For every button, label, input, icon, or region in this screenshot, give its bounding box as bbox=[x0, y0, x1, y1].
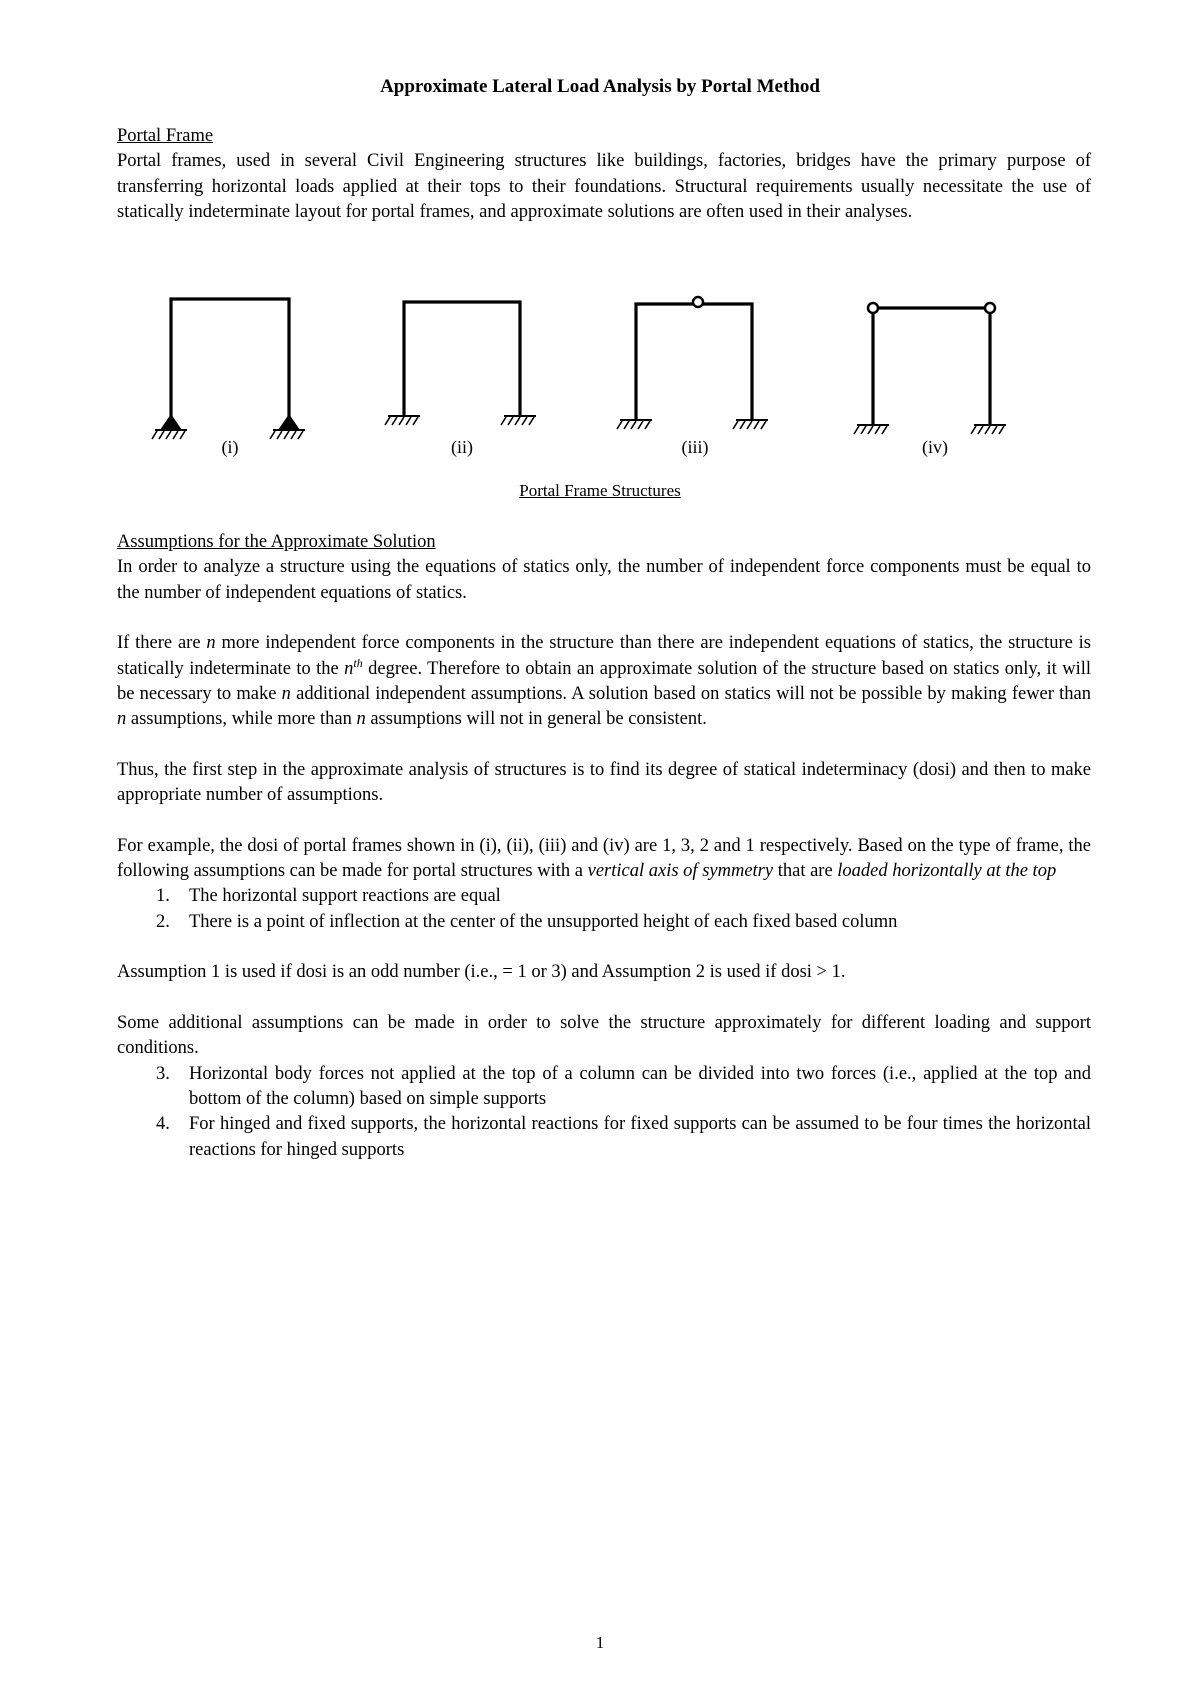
page-number: 1 bbox=[595, 1633, 605, 1652]
fixed-support-icon bbox=[501, 416, 536, 425]
assumptions-paragraph-6: Some additional assumptions can be made in order to solve the structure approximately for different loading and support conditions. bbox=[117, 1012, 1091, 1059]
assumptions-section bbox=[117, 530, 1091, 1163]
fixed-support-icon bbox=[854, 425, 889, 434]
assumptions-paragraph-3: Thus, the first step in the approximate analysis of structures is to find its degree of statical indeterminacy (dosi) and then to make appropriate number of assumptions. bbox=[117, 759, 1091, 806]
page-title: Approximate Lateral Load Analysis by Portal Method bbox=[380, 76, 820, 97]
frame-ii bbox=[385, 302, 536, 425]
assumptions-paragraph-4: For example, the dosi of portal frames shown in (i), (ii), (iii) and (iv) are 1, 3, 2 and 1 respectively. Based on the type of frame, the following assumptions can be made for portal structures with a vertical axis of symmetry that are loaded horizontally at the top bbox=[117, 835, 1091, 882]
figure-label-i: (i) bbox=[221, 437, 239, 457]
assumptions-list-2 bbox=[117, 1062, 1091, 1164]
portal-frame-paragraph: Portal frames, used in several Civil Engineering structures like buildings, factories, bridges have the primary purpose of transferring horizontal loads applied at their tops to their foundations. Structural requirements usually necessitate the use of statically indeterminate layout for portal frames, and approximate solutions are often used in their analyses. bbox=[117, 151, 1091, 223]
frame-iii bbox=[617, 297, 768, 429]
fixed-support-icon bbox=[385, 416, 420, 425]
assumptions-paragraph-5: Assumption 1 is used if dosi is an odd number (i.e., = 1 or 3) and Assumption 2 is used if dosi > 1. bbox=[117, 962, 846, 983]
list-item: 3. Horizontal body forces not applied at the top of a column can be divided into two forces (i.e., applied at the top and bottom of the column) based on simple supports bbox=[156, 1063, 1091, 1109]
assumptions-paragraph-1: In order to analyze a structure using the equations of statics only, the number of independent force components must be equal to the number of independent equations of statics. bbox=[117, 557, 1091, 603]
assumptions-list-1 bbox=[117, 884, 1091, 935]
pin-support-icon bbox=[270, 414, 305, 439]
pin-support-icon bbox=[152, 414, 187, 439]
assumptions-paragraph-2: If there are n more independent force components in the structure than there are independent equations of statics, the structure is statically indeterminate to the $n^{th}$ degree. Therefore to obtain an approximate solution of the structure based on statics only, it will be necessary to make n additional independent assumptions. A solution based on statics will not be possible by making fewer than n assumptions, while more than n assumptions will not in general be consistent. bbox=[117, 633, 1091, 730]
assumptions-heading: Assumptions for the Approximate Solution bbox=[117, 532, 436, 552]
fixed-support-icon bbox=[971, 425, 1006, 434]
list-item: 1. The horizontal support reactions are equal bbox=[156, 886, 501, 907]
frame-iv bbox=[854, 303, 1006, 434]
portal-frame-section bbox=[117, 124, 1091, 226]
figure-caption-text: Portal Frame Structures bbox=[519, 481, 681, 500]
fixed-support-icon bbox=[733, 420, 768, 429]
hinge-icon bbox=[693, 297, 703, 307]
hinge-icon bbox=[985, 303, 995, 313]
list-item: 2. There is a point of inflection at the center of the unsupported height of each fixed based column bbox=[156, 911, 898, 932]
list-item: 4. For hinged and fixed supports, the horizontal reactions for fixed supports can be assumed to be four times the horizontal reactions for hinged supports bbox=[156, 1114, 1091, 1160]
frame-i bbox=[152, 299, 305, 439]
fixed-support-icon bbox=[617, 420, 652, 429]
figure-label-ii: (ii) bbox=[451, 437, 473, 457]
figure-label-iii: (iii) bbox=[681, 437, 709, 457]
hinge-icon bbox=[868, 303, 878, 313]
figure-caption bbox=[0, 480, 1200, 502]
figure-label-iv: (iv) bbox=[922, 437, 948, 457]
portal-frame-heading: Portal Frame bbox=[117, 126, 214, 146]
